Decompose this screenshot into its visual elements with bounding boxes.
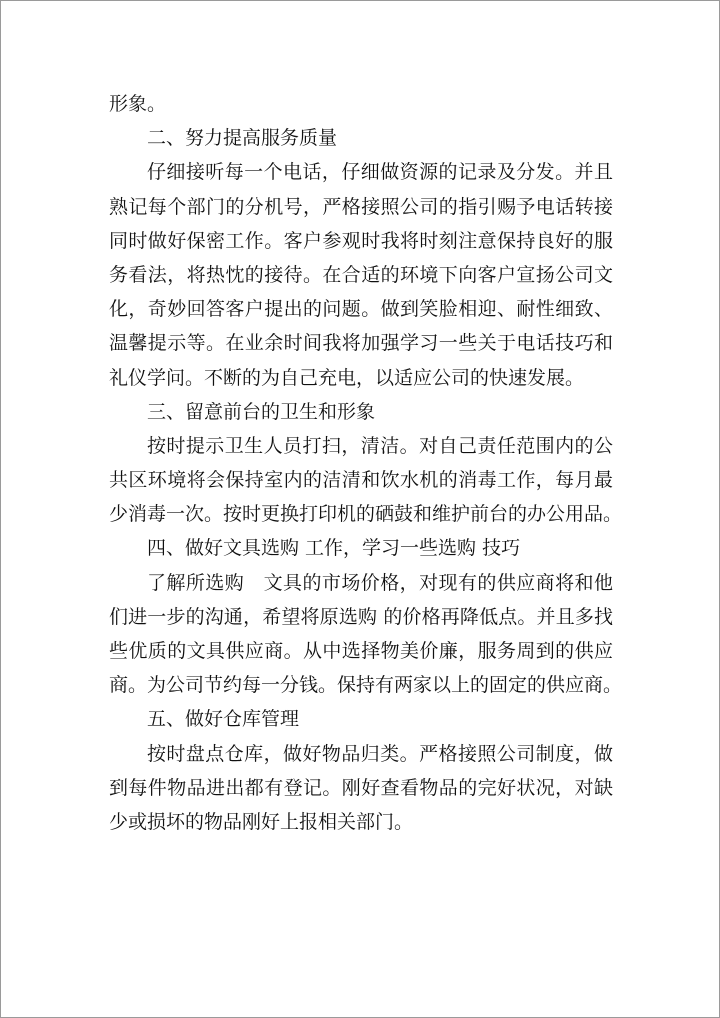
section-heading: 四、做好文具选购 工作，学习一些选购 技巧 bbox=[147, 537, 521, 560]
paragraph-line: 些优质的文具供应商。从中选择物美价廉，服务周到的供应 bbox=[109, 640, 613, 662]
paragraph-line: 形象。 bbox=[109, 93, 167, 115]
paragraph-line: 们进一步的沟通，希望将原选购 的价格再降低点。并且多找 bbox=[109, 605, 613, 628]
paragraph-line: 礼仪学问。不断的为自己充电，以适应公司的快速发展。 bbox=[109, 366, 585, 389]
paragraph-line: 到每件物品进出都有登记。刚好查看物品的完好状况，对缺 bbox=[109, 776, 613, 799]
paragraph-line: 化，奇妙回答客户提出的问题。做到笑脸相迎、耐性细致、 bbox=[109, 298, 613, 321]
paragraph-line: 少或损坏的物品刚好上报相关部门。 bbox=[109, 810, 414, 833]
paragraph-line: 按时盘点仓库，做好物品归类。严格接照公司制度，做 bbox=[147, 742, 613, 765]
paragraph-line: 共区环境将会保持室内的洁清和饮水机的消毒工作，每月最 bbox=[109, 469, 613, 492]
paragraph-line: 少消毒一次。按时更换打印机的硒鼓和维护前台的办公用品。 bbox=[109, 503, 623, 526]
paragraph-line: 按时提示卫生人员打扫，清洁。对自己责任范围内的公 bbox=[147, 434, 613, 457]
section-heading: 二、努力提高服务质量 bbox=[147, 127, 338, 150]
paragraph-line: 仔细接听每一个电话，仔细做资源的记录及分发。并且 bbox=[147, 161, 613, 184]
paragraph-line: 温馨提示等。在业余时间我将加强学习一些关于电话技巧和 bbox=[109, 332, 613, 355]
paragraph-line: 同时做好保密工作。客户参观时我将时刻注意保持良好的服 bbox=[109, 229, 613, 252]
paragraph-line: 务看法，将热忱的接待。在合适的环境下向客户宣扬公司文 bbox=[109, 263, 613, 286]
section-heading: 五、做好仓库管理 bbox=[147, 708, 300, 731]
document-body bbox=[109, 87, 623, 839]
paragraph-line: 商。为公司节约每一分钱。保持有两家以上的固定的供应商。 bbox=[109, 674, 623, 697]
paragraph-line: 熟记每个部门的分机号，严格接照公司的指引赐予电话转接 bbox=[109, 195, 613, 218]
paragraph-line: 了解所选购 文具的市场价格，对现有的供应商将和他 bbox=[147, 571, 613, 594]
section-heading: 三、留意前台的卫生和形象 bbox=[147, 400, 376, 423]
